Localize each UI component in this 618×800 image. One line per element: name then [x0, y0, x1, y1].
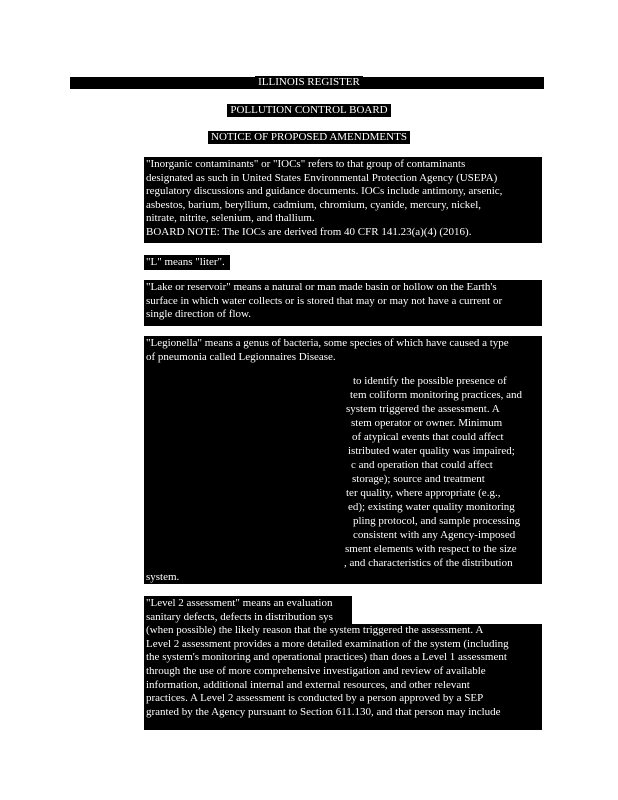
text-line: Level 2 assessment provides a more detailed examination of the system (including: [146, 637, 509, 650]
fragment-line: pling protocol, and sample processing: [353, 515, 521, 527]
text-line: "Level 2 assessment" means an evaluation: [146, 597, 333, 609]
text-line: "Inorganic contaminants" or "IOCs" refers to that group of contaminants: [146, 158, 466, 170]
board-title: POLLUTION CONTROL BOARD: [0, 104, 618, 117]
redaction-gap: [352, 596, 542, 624]
text-line: nitrate, nitrite, selenium, and thallium.: [146, 212, 315, 225]
text-line: "Lake or reservoir" means a natural or man made basin or hollow on the Earth's: [146, 281, 497, 293]
text-line: "L" means "liter".: [146, 256, 225, 268]
definition-liter: [144, 255, 230, 270]
fragment-line: ter quality, where appropriate (e.g.,: [346, 487, 501, 499]
text-line: (when possible) the likely reason that the system triggered the assessment. A: [146, 624, 484, 637]
text-line: granted by the Agency pursuant to Section 611.130, and that person may include: [146, 705, 501, 718]
text-line: information, additional internal and external resources, and other relevant: [146, 678, 470, 691]
fragment-line: system.: [146, 571, 180, 583]
text-line: practices. A Level 2 assessment is conducted by a person approved by a SEP: [146, 692, 484, 705]
text-line: single direction of flow.: [146, 308, 251, 321]
text-line: regulatory discussions and guidance documents. IOCs include antimony, arsenic,: [146, 185, 503, 198]
definition-legionella-and-level1: [144, 336, 542, 584]
fragment-line: sment elements with respect to the size: [345, 543, 517, 555]
text-line: "Legionella" means a genus of bacteria, some species of which have caused a type: [146, 337, 509, 349]
text-line: of pneumonia called Legionnaires Disease.: [146, 350, 336, 363]
board-note: BOARD NOTE: The IOCs are derived from 40 CFR 141.23(a)(4) (2016).: [146, 225, 472, 238]
fragment-line: system triggered the assessment. A: [346, 403, 500, 415]
fragment-line: of atypical events that could affect: [352, 431, 504, 443]
fragment-line: to identify the possible presence of: [353, 375, 507, 387]
fragment-line: c and operation that could affect: [351, 459, 493, 471]
text-line: surface in which water collects or is stored that may or may not have a current or: [146, 294, 503, 307]
notice-title: NOTICE OF PROPOSED AMENDMENTS: [0, 131, 618, 144]
fragment-line: istributed water quality was impaired;: [348, 445, 515, 457]
text-line: designated as such in United States Environmental Protection Agency (USEPA): [146, 171, 498, 184]
text-line: through the use of more comprehensive investigation and review of available: [146, 664, 486, 677]
fragment-line: , and characteristics of the distribution: [344, 557, 513, 569]
text-line: sanitary defects, defects in distribution sys: [146, 610, 333, 623]
definition-inorganic-contaminants: [144, 157, 542, 243]
text-line: the system's monitoring and operational practices) than does a Level 1 assessment: [146, 651, 507, 664]
fragment-line: tem coliform monitoring practices, and: [350, 389, 522, 401]
fragment-line: consistent with any Agency-imposed: [353, 529, 516, 541]
definition-lake-or-reservoir: [144, 280, 542, 326]
text-line: asbestos, barium, beryllium, cadmium, chromium, cyanide, mercury, nickel,: [146, 198, 482, 211]
fragment-line: stem operator or owner. Minimum: [351, 417, 503, 429]
fragment-line: storage); source and treatment: [352, 473, 485, 485]
fragment-line: ed); existing water quality monitoring: [348, 501, 515, 513]
register-title: ILLINOIS REGISTER: [0, 76, 618, 89]
